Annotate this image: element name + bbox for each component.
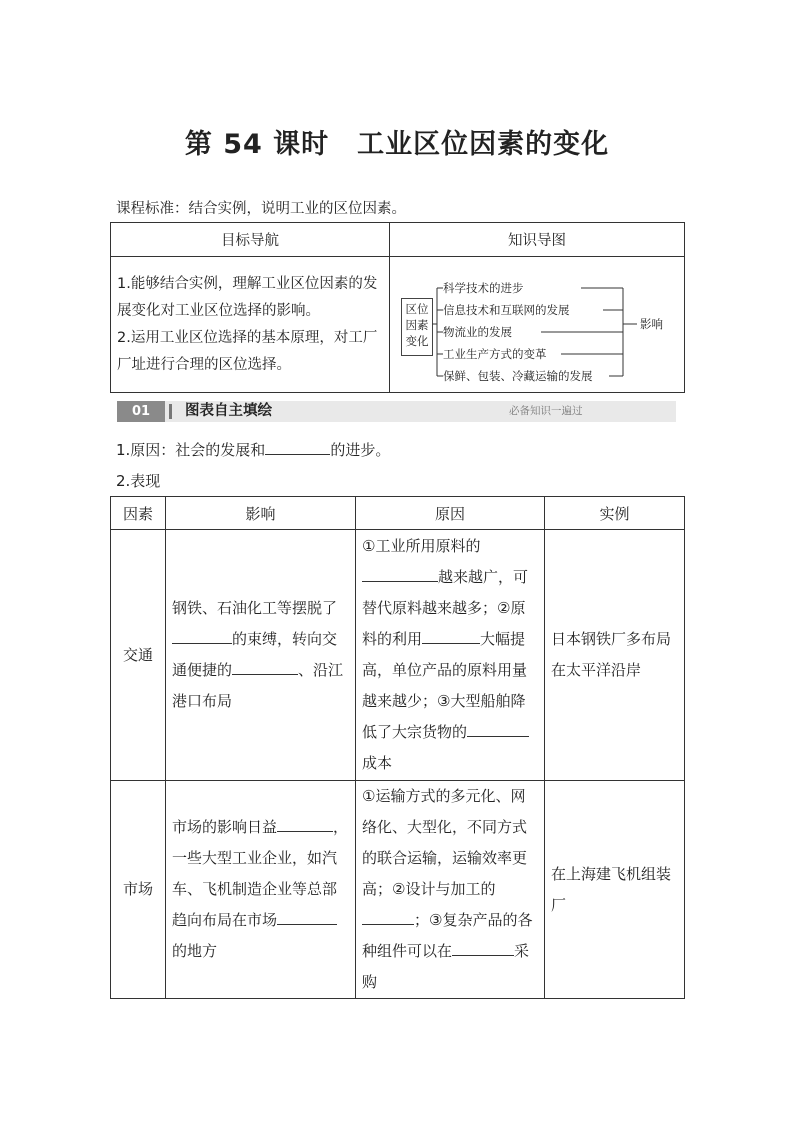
fill-blank[interactable] — [277, 910, 337, 925]
fill-blank[interactable] — [232, 660, 298, 675]
page-title: 第 54 课时 工业区位因素的变化 — [184, 129, 610, 160]
fill-blank[interactable] — [467, 722, 529, 737]
section-number: 01 — [117, 401, 165, 422]
table-row — [111, 530, 685, 781]
goal-list — [111, 257, 390, 393]
overview-table — [110, 222, 685, 393]
goal-2: 2.运用工业区位选择的基本原理，对工厂厂址进行合理的区位选择。 — [117, 329, 378, 373]
section-note: 必备知识一遍过 — [509, 405, 583, 417]
col-reason: 原因 — [356, 497, 545, 530]
fill-blank[interactable] — [362, 910, 414, 925]
section-divider — [169, 404, 172, 419]
section-title: 图表自主填绘 — [185, 403, 272, 419]
map-item: 信息技术和互联网的发展 — [443, 303, 570, 317]
example-cell: 在上海建飞机组装厂 — [545, 781, 685, 999]
impact-cell: 钢铁、石油化工等摆脱了的束缚，转向交通便捷的 、沿江港口布局 — [166, 530, 356, 781]
fill-blank[interactable] — [422, 629, 480, 644]
fill-blank[interactable] — [172, 629, 232, 644]
fill-blank[interactable] — [277, 817, 333, 832]
question-1: 1.原因：社会的发展和 的进步。 — [116, 441, 391, 459]
question-2: 2.表现 — [116, 472, 161, 490]
map-item: 保鲜、包装、冷藏运输的发展 — [443, 369, 593, 383]
goal-1: 1.能够结合实例，理解工业区位因素的发展变化对工业区位选择的影响。 — [117, 275, 378, 319]
map-item: 工业生产方式的变革 — [443, 347, 547, 361]
fill-blank[interactable] — [452, 941, 514, 956]
section-banner — [117, 401, 676, 422]
reason-cell: ①工业所用原料的越来越广，可替代原料越来越多；②原料的利用 大幅提高，单位产品的原料用量越来越少；③大型船舶降低了大宗货物的成本 — [356, 530, 545, 781]
fill-blank[interactable] — [265, 440, 330, 455]
goal-header: 目标导航 — [111, 223, 390, 257]
map-item: 科学技术的进步 — [443, 281, 524, 295]
table-row — [111, 781, 685, 999]
map-header: 知识导图 — [390, 223, 685, 257]
example-cell: 日本钢铁厂多布局在太平洋沿岸 — [545, 530, 685, 781]
knowledge-map — [390, 257, 685, 393]
fill-blank[interactable] — [362, 567, 438, 582]
map-center: 区位 因素 变化 — [401, 298, 433, 356]
col-impact: 影响 — [166, 497, 356, 530]
map-effect: 影响 — [640, 317, 663, 331]
col-factor: 因素 — [111, 497, 166, 530]
impact-cell: 市场的影响日益 ，一些大型工业企业，如汽车、飞机制造企业等总部趋向布局在市场的地方 — [166, 781, 356, 999]
reason-cell: ①运输方式的多元化、网络化、大型化，不同方式的联合运输，运输效率更高；②设计与加工的；③复杂产品的各种组件可以在 采购 — [356, 781, 545, 999]
factor-cell: 市场 — [111, 781, 166, 999]
factor-cell: 交通 — [111, 530, 166, 781]
course-standard: 课程标准：结合实例，说明工业的区位因素。 — [116, 201, 406, 217]
col-example: 实例 — [545, 497, 685, 530]
factor-table — [110, 496, 685, 999]
map-item: 物流业的发展 — [443, 325, 512, 339]
